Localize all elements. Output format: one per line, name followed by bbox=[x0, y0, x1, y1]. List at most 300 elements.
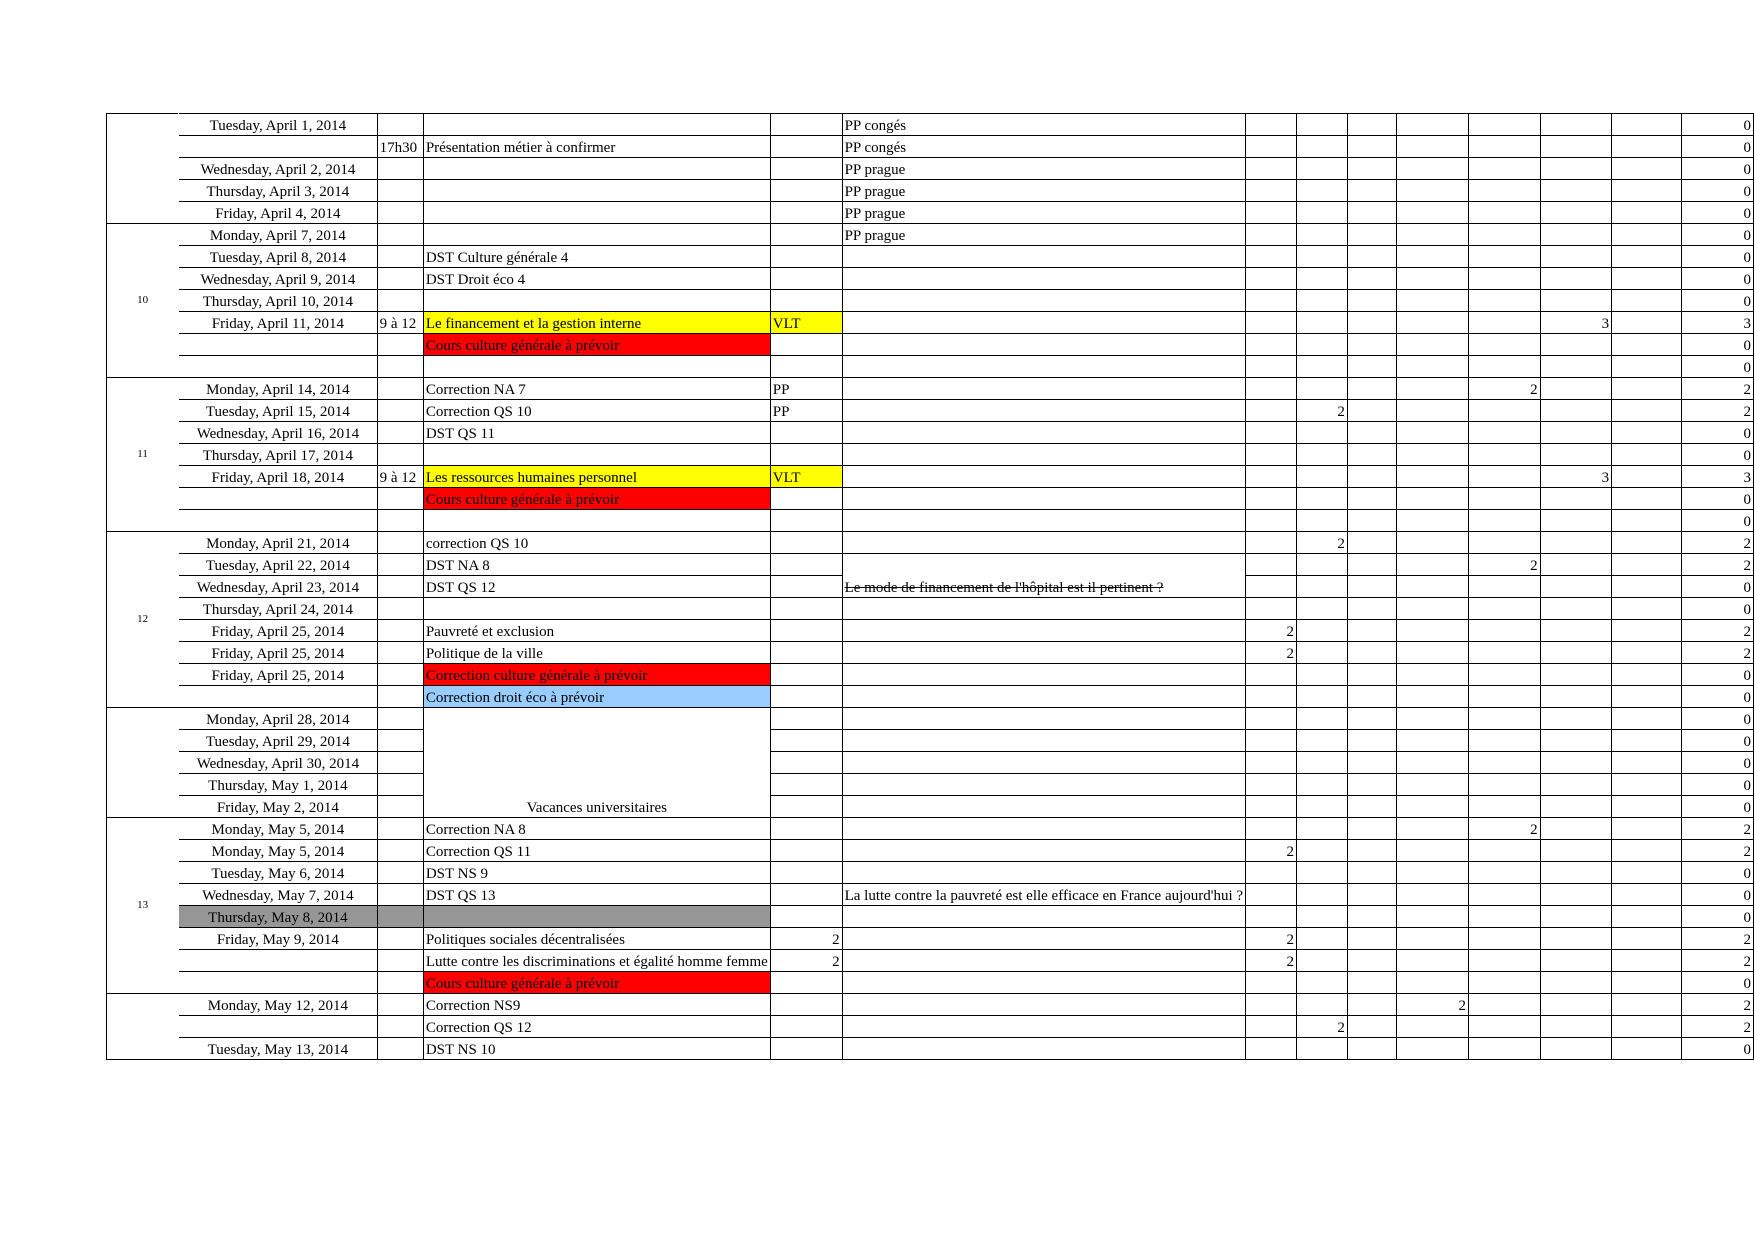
hours-cell-c6 bbox=[1540, 796, 1612, 818]
hours-cell-c5 bbox=[1469, 202, 1541, 224]
note-cell bbox=[842, 532, 1245, 554]
hours-cell-c7 bbox=[1612, 334, 1682, 356]
note-cell bbox=[842, 708, 1245, 730]
total-cell: 0 bbox=[1682, 752, 1754, 774]
hours-cell-c1 bbox=[1246, 488, 1297, 510]
week-number: 10 bbox=[107, 224, 179, 378]
hours-cell-c6 bbox=[1540, 730, 1612, 752]
hours-cell-c6 bbox=[1540, 180, 1612, 202]
table-row bbox=[107, 532, 1754, 554]
hours-cell-c5 bbox=[1469, 972, 1541, 994]
date-cell: Thursday, April 3, 2014 bbox=[179, 180, 377, 202]
hours-cell-c3 bbox=[1347, 972, 1397, 994]
hours-cell-c4 bbox=[1397, 400, 1469, 422]
hours-cell-c7 bbox=[1612, 642, 1682, 664]
who-cell: VLT bbox=[770, 466, 842, 488]
hours-cell-c1 bbox=[1246, 752, 1297, 774]
hours-cell-c7 bbox=[1612, 532, 1682, 554]
hours-cell-c7 bbox=[1612, 444, 1682, 466]
note-cell bbox=[842, 290, 1245, 312]
total-cell: 2 bbox=[1682, 532, 1754, 554]
total-cell: 0 bbox=[1682, 708, 1754, 730]
hours-cell-c1 bbox=[1246, 356, 1297, 378]
hours-cell-c7 bbox=[1612, 422, 1682, 444]
hours-cell-c2 bbox=[1296, 686, 1347, 708]
hours-cell-c1 bbox=[1246, 202, 1297, 224]
total-cell: 0 bbox=[1682, 884, 1754, 906]
who-cell bbox=[770, 796, 842, 818]
hours-cell-c5 bbox=[1469, 994, 1541, 1016]
hours-cell-c6 bbox=[1540, 994, 1612, 1016]
date-cell: Monday, May 5, 2014 bbox=[179, 840, 377, 862]
hours-cell-c4 bbox=[1397, 466, 1469, 488]
hours-cell-c7 bbox=[1612, 1038, 1682, 1060]
note-cell bbox=[842, 664, 1245, 686]
who-cell bbox=[770, 972, 842, 994]
hours-cell-c6 bbox=[1540, 818, 1612, 840]
time-cell bbox=[377, 444, 423, 466]
table-row bbox=[107, 884, 1754, 906]
hours-cell-c6 bbox=[1540, 114, 1612, 136]
title-cell bbox=[423, 202, 770, 224]
note-cell bbox=[842, 554, 1245, 598]
hours-cell-c4 bbox=[1397, 818, 1469, 840]
note-cell bbox=[842, 1038, 1245, 1060]
time-cell bbox=[377, 290, 423, 312]
note-cell bbox=[842, 818, 1245, 840]
hours-cell-c5 bbox=[1469, 246, 1541, 268]
time-cell bbox=[377, 576, 423, 598]
hours-cell-c1 bbox=[1246, 312, 1297, 334]
table-row bbox=[107, 752, 1754, 774]
hours-cell-c3 bbox=[1347, 224, 1397, 246]
hours-cell-c2 bbox=[1296, 334, 1347, 356]
who-cell bbox=[770, 1038, 842, 1060]
table-row bbox=[107, 950, 1754, 972]
hours-cell-c7 bbox=[1612, 312, 1682, 334]
note-cell bbox=[842, 972, 1245, 994]
hours-cell-c6 bbox=[1540, 664, 1612, 686]
date-cell: Monday, April 7, 2014 bbox=[179, 224, 377, 246]
table-row bbox=[107, 796, 1754, 818]
table-row bbox=[107, 730, 1754, 752]
table-row bbox=[107, 224, 1754, 246]
hours-cell-c1 bbox=[1246, 158, 1297, 180]
hours-cell-c3 bbox=[1347, 840, 1397, 862]
hours-cell-c3 bbox=[1347, 708, 1397, 730]
time-cell bbox=[377, 334, 423, 356]
hours-cell-c2 bbox=[1296, 928, 1347, 950]
hours-cell-c2 bbox=[1296, 774, 1347, 796]
hours-cell-c2 bbox=[1296, 422, 1347, 444]
hours-cell-c1 bbox=[1246, 994, 1297, 1016]
hours-cell-c5 bbox=[1469, 1038, 1541, 1060]
date-cell: Friday, May 2, 2014 bbox=[179, 796, 377, 818]
hours-cell-c2 bbox=[1296, 488, 1347, 510]
time-cell bbox=[377, 972, 423, 994]
date-cell: Wednesday, April 30, 2014 bbox=[179, 752, 377, 774]
date-cell: Monday, April 14, 2014 bbox=[179, 378, 377, 400]
hours-cell-c6 bbox=[1540, 202, 1612, 224]
time-cell bbox=[377, 730, 423, 752]
title-cell: Correction NA 8 bbox=[423, 818, 770, 840]
hours-cell-c5 bbox=[1469, 312, 1541, 334]
hours-cell-c1: 2 bbox=[1246, 950, 1297, 972]
hours-cell-c2 bbox=[1296, 642, 1347, 664]
hours-cell-c6 bbox=[1540, 378, 1612, 400]
title-cell: Correction NS9 bbox=[423, 994, 770, 1016]
title-cell: Correction QS 12 bbox=[423, 1016, 770, 1038]
hours-cell-c4 bbox=[1397, 862, 1469, 884]
hours-cell-c6 bbox=[1540, 1016, 1612, 1038]
table-row bbox=[107, 620, 1754, 642]
hours-cell-c7 bbox=[1612, 268, 1682, 290]
hours-cell-c4 bbox=[1397, 1016, 1469, 1038]
total-cell: 0 bbox=[1682, 664, 1754, 686]
hours-cell-c7 bbox=[1612, 180, 1682, 202]
hours-cell-c3 bbox=[1347, 994, 1397, 1016]
who-cell bbox=[770, 840, 842, 862]
hours-cell-c3 bbox=[1347, 136, 1397, 158]
title-cell: Correction droit éco à prévoir bbox=[423, 686, 770, 708]
hours-cell-c3 bbox=[1347, 576, 1397, 598]
total-cell: 0 bbox=[1682, 906, 1754, 928]
total-cell: 0 bbox=[1682, 774, 1754, 796]
title-cell: Correction QS 11 bbox=[423, 840, 770, 862]
note-cell bbox=[842, 378, 1245, 400]
hours-cell-c7 bbox=[1612, 400, 1682, 422]
hours-cell-c1 bbox=[1246, 268, 1297, 290]
hours-cell-c3 bbox=[1347, 950, 1397, 972]
hours-cell-c4 bbox=[1397, 1038, 1469, 1060]
note-cell: PP congés bbox=[842, 136, 1245, 158]
hours-cell-c1 bbox=[1246, 378, 1297, 400]
time-cell: 9 à 12 bbox=[377, 312, 423, 334]
time-cell bbox=[377, 818, 423, 840]
who-cell bbox=[770, 202, 842, 224]
hours-cell-c2 bbox=[1296, 620, 1347, 642]
hours-cell-c2 bbox=[1296, 730, 1347, 752]
time-cell bbox=[377, 400, 423, 422]
who-cell bbox=[770, 180, 842, 202]
hours-cell-c4 bbox=[1397, 224, 1469, 246]
hours-cell-c5 bbox=[1469, 620, 1541, 642]
note-cell bbox=[842, 774, 1245, 796]
title-cell: Vacances universitaires bbox=[423, 708, 770, 818]
who-cell bbox=[770, 114, 842, 136]
hours-cell-c7 bbox=[1612, 664, 1682, 686]
date-cell: Wednesday, April 9, 2014 bbox=[179, 268, 377, 290]
hours-cell-c4 bbox=[1397, 334, 1469, 356]
date-cell: Friday, April 11, 2014 bbox=[179, 312, 377, 334]
total-cell: 0 bbox=[1682, 444, 1754, 466]
hours-cell-c5 bbox=[1469, 158, 1541, 180]
table-row bbox=[107, 136, 1754, 158]
hours-cell-c3 bbox=[1347, 488, 1397, 510]
who-cell bbox=[770, 290, 842, 312]
hours-cell-c2 bbox=[1296, 554, 1347, 576]
hours-cell-c1 bbox=[1246, 686, 1297, 708]
hours-cell-c6 bbox=[1540, 576, 1612, 598]
table-row bbox=[107, 554, 1754, 576]
hours-cell-c4 bbox=[1397, 906, 1469, 928]
date-cell: Friday, April 25, 2014 bbox=[179, 664, 377, 686]
table-row bbox=[107, 774, 1754, 796]
hours-cell-c3 bbox=[1347, 642, 1397, 664]
hours-cell-c2 bbox=[1296, 994, 1347, 1016]
week-number: 13 bbox=[107, 818, 179, 994]
who-cell: PP bbox=[770, 400, 842, 422]
hours-cell-c4 bbox=[1397, 774, 1469, 796]
note-cell bbox=[842, 862, 1245, 884]
hours-cell-c6 bbox=[1540, 554, 1612, 576]
hours-cell-c4 bbox=[1397, 686, 1469, 708]
date-cell: Tuesday, May 13, 2014 bbox=[179, 1038, 377, 1060]
total-cell: 2 bbox=[1682, 928, 1754, 950]
hours-cell-c2 bbox=[1296, 246, 1347, 268]
title-cell bbox=[423, 510, 770, 532]
hours-cell-c4 bbox=[1397, 642, 1469, 664]
title-cell: DST QS 12 bbox=[423, 576, 770, 598]
hours-cell-c6 bbox=[1540, 840, 1612, 862]
date-cell: Friday, April 4, 2014 bbox=[179, 202, 377, 224]
hours-cell-c3 bbox=[1347, 818, 1397, 840]
time-cell bbox=[377, 862, 423, 884]
date-cell: Thursday, April 24, 2014 bbox=[179, 598, 377, 620]
table-row bbox=[107, 158, 1754, 180]
table-row bbox=[107, 202, 1754, 224]
hours-cell-c6 bbox=[1540, 510, 1612, 532]
total-cell: 0 bbox=[1682, 224, 1754, 246]
table-row bbox=[107, 422, 1754, 444]
hours-cell-c6 bbox=[1540, 532, 1612, 554]
table-row bbox=[107, 1016, 1754, 1038]
table-row bbox=[107, 664, 1754, 686]
who-cell bbox=[770, 268, 842, 290]
date-cell: Monday, April 21, 2014 bbox=[179, 532, 377, 554]
total-cell: 0 bbox=[1682, 114, 1754, 136]
note-cell: PP congés bbox=[842, 114, 1245, 136]
hours-cell-c7 bbox=[1612, 774, 1682, 796]
title-cell bbox=[423, 114, 770, 136]
hours-cell-c6 bbox=[1540, 268, 1612, 290]
hours-cell-c6 bbox=[1540, 620, 1612, 642]
title-cell bbox=[423, 158, 770, 180]
hours-cell-c7 bbox=[1612, 796, 1682, 818]
total-cell: 0 bbox=[1682, 796, 1754, 818]
hours-cell-c1: 2 bbox=[1246, 642, 1297, 664]
hours-cell-c3 bbox=[1347, 202, 1397, 224]
hours-cell-c7 bbox=[1612, 818, 1682, 840]
hours-cell-c1 bbox=[1246, 1038, 1297, 1060]
date-cell bbox=[179, 972, 377, 994]
hours-cell-c4 bbox=[1397, 246, 1469, 268]
hours-cell-c4 bbox=[1397, 928, 1469, 950]
date-cell bbox=[179, 488, 377, 510]
hours-cell-c2 bbox=[1296, 202, 1347, 224]
table-row bbox=[107, 290, 1754, 312]
hours-cell-c2: 2 bbox=[1296, 1016, 1347, 1038]
who-cell bbox=[770, 246, 842, 268]
time-cell bbox=[377, 708, 423, 730]
total-cell: 2 bbox=[1682, 620, 1754, 642]
date-cell bbox=[179, 510, 377, 532]
date-cell: Tuesday, April 1, 2014 bbox=[179, 114, 377, 136]
hours-cell-c2 bbox=[1296, 972, 1347, 994]
hours-cell-c7 bbox=[1612, 730, 1682, 752]
hours-cell-c5 bbox=[1469, 114, 1541, 136]
time-cell: 9 à 12 bbox=[377, 466, 423, 488]
hours-cell-c3 bbox=[1347, 884, 1397, 906]
hours-cell-c6 bbox=[1540, 686, 1612, 708]
hours-cell-c7 bbox=[1612, 972, 1682, 994]
hours-cell-c7 bbox=[1612, 862, 1682, 884]
table-row bbox=[107, 312, 1754, 334]
table-row bbox=[107, 994, 1754, 1016]
hours-cell-c6 bbox=[1540, 400, 1612, 422]
hours-cell-c4 bbox=[1397, 730, 1469, 752]
title-cell: Le financement et la gestion interne bbox=[423, 312, 770, 334]
title-cell: DST Droit éco 4 bbox=[423, 268, 770, 290]
total-cell: 0 bbox=[1682, 334, 1754, 356]
time-cell bbox=[377, 510, 423, 532]
hours-cell-c3 bbox=[1347, 664, 1397, 686]
total-cell: 2 bbox=[1682, 840, 1754, 862]
time-cell bbox=[377, 994, 423, 1016]
hours-cell-c4 bbox=[1397, 554, 1469, 576]
hours-cell-c5 bbox=[1469, 862, 1541, 884]
hours-cell-c3 bbox=[1347, 686, 1397, 708]
who-cell bbox=[770, 862, 842, 884]
date-cell: Wednesday, April 23, 2014 bbox=[179, 576, 377, 598]
hours-cell-c7 bbox=[1612, 356, 1682, 378]
table-row bbox=[107, 444, 1754, 466]
note-cell bbox=[842, 400, 1245, 422]
hours-cell-c3 bbox=[1347, 422, 1397, 444]
hours-cell-c1 bbox=[1246, 466, 1297, 488]
title-cell bbox=[423, 224, 770, 246]
date-cell: Monday, May 5, 2014 bbox=[179, 818, 377, 840]
hours-cell-c1 bbox=[1246, 730, 1297, 752]
hours-cell-c4 bbox=[1397, 444, 1469, 466]
total-cell: 3 bbox=[1682, 466, 1754, 488]
hours-cell-c3 bbox=[1347, 114, 1397, 136]
hours-cell-c7 bbox=[1612, 510, 1682, 532]
hours-cell-c1 bbox=[1246, 708, 1297, 730]
table-row bbox=[107, 246, 1754, 268]
hours-cell-c5 bbox=[1469, 928, 1541, 950]
table-row bbox=[107, 1038, 1754, 1060]
who-cell bbox=[770, 532, 842, 554]
hours-cell-c2 bbox=[1296, 136, 1347, 158]
note-cell bbox=[842, 796, 1245, 818]
total-cell: 0 bbox=[1682, 136, 1754, 158]
total-cell: 0 bbox=[1682, 686, 1754, 708]
time-cell bbox=[377, 554, 423, 576]
hours-cell-c3 bbox=[1347, 356, 1397, 378]
total-cell: 2 bbox=[1682, 818, 1754, 840]
hours-cell-c3 bbox=[1347, 532, 1397, 554]
total-cell: 2 bbox=[1682, 994, 1754, 1016]
total-cell: 0 bbox=[1682, 202, 1754, 224]
who-cell bbox=[770, 158, 842, 180]
date-cell: Friday, April 25, 2014 bbox=[179, 620, 377, 642]
title-cell bbox=[423, 444, 770, 466]
hours-cell-c4 bbox=[1397, 620, 1469, 642]
hours-cell-c1 bbox=[1246, 224, 1297, 246]
who-cell bbox=[770, 620, 842, 642]
hours-cell-c6 bbox=[1540, 246, 1612, 268]
hours-cell-c6 bbox=[1540, 136, 1612, 158]
table-row bbox=[107, 686, 1754, 708]
note-cell: PP prague bbox=[842, 158, 1245, 180]
table-row bbox=[107, 268, 1754, 290]
hours-cell-c2 bbox=[1296, 466, 1347, 488]
note-cell bbox=[842, 642, 1245, 664]
date-cell: Tuesday, April 29, 2014 bbox=[179, 730, 377, 752]
time-cell bbox=[377, 224, 423, 246]
title-cell: DST NS 9 bbox=[423, 862, 770, 884]
table-row bbox=[107, 928, 1754, 950]
date-cell bbox=[179, 1016, 377, 1038]
hours-cell-c4 bbox=[1397, 950, 1469, 972]
who-cell bbox=[770, 884, 842, 906]
time-cell: 17h30 bbox=[377, 136, 423, 158]
hours-cell-c4 bbox=[1397, 158, 1469, 180]
title-cell bbox=[423, 180, 770, 202]
hours-cell-c2: 2 bbox=[1296, 532, 1347, 554]
total-cell: 0 bbox=[1682, 576, 1754, 598]
note-cell: PP prague bbox=[842, 202, 1245, 224]
hours-cell-c1 bbox=[1246, 664, 1297, 686]
hours-cell-c2 bbox=[1296, 290, 1347, 312]
hours-cell-c5 bbox=[1469, 334, 1541, 356]
time-cell bbox=[377, 928, 423, 950]
hours-cell-c4 bbox=[1397, 488, 1469, 510]
hours-cell-c7 bbox=[1612, 840, 1682, 862]
title-cell: Correction NA 7 bbox=[423, 378, 770, 400]
hours-cell-c7 bbox=[1612, 224, 1682, 246]
note-cell bbox=[842, 466, 1245, 488]
hours-cell-c2 bbox=[1296, 598, 1347, 620]
hours-cell-c7 bbox=[1612, 686, 1682, 708]
note-cell: La lutte contre la pauvreté est elle efficace en France aujourd'hui ? bbox=[842, 884, 1245, 906]
hours-cell-c1 bbox=[1246, 400, 1297, 422]
date-cell: Wednesday, May 7, 2014 bbox=[179, 884, 377, 906]
hours-cell-c5 bbox=[1469, 488, 1541, 510]
who-cell bbox=[770, 774, 842, 796]
hours-cell-c3 bbox=[1347, 268, 1397, 290]
hours-cell-c5 bbox=[1469, 840, 1541, 862]
note-cell bbox=[842, 620, 1245, 642]
hours-cell-c3 bbox=[1347, 158, 1397, 180]
total-cell: 0 bbox=[1682, 268, 1754, 290]
time-cell bbox=[377, 1016, 423, 1038]
table-row bbox=[107, 598, 1754, 620]
hours-cell-c4 bbox=[1397, 510, 1469, 532]
total-cell: 0 bbox=[1682, 862, 1754, 884]
hours-cell-c3 bbox=[1347, 730, 1397, 752]
title-cell: Présentation métier à confirmer bbox=[423, 136, 770, 158]
total-cell: 0 bbox=[1682, 488, 1754, 510]
hours-cell-c7 bbox=[1612, 598, 1682, 620]
note-cell bbox=[842, 510, 1245, 532]
hours-cell-c2 bbox=[1296, 224, 1347, 246]
hours-cell-c7 bbox=[1612, 158, 1682, 180]
hours-cell-c3 bbox=[1347, 334, 1397, 356]
total-cell: 0 bbox=[1682, 598, 1754, 620]
hours-cell-c7 bbox=[1612, 708, 1682, 730]
